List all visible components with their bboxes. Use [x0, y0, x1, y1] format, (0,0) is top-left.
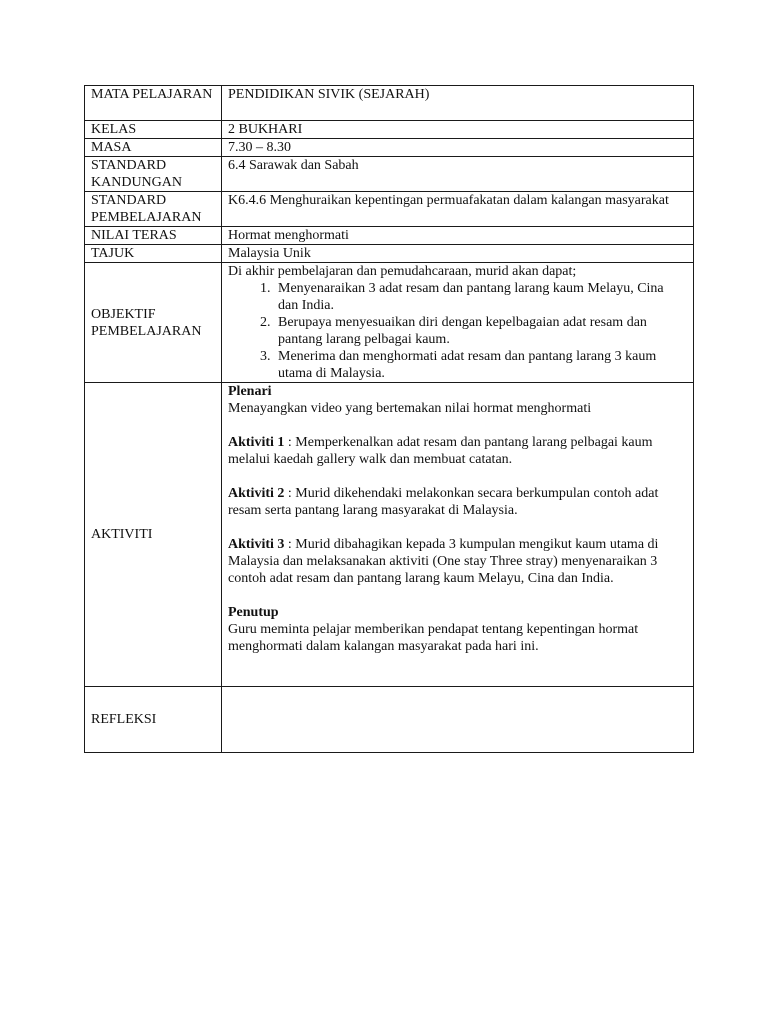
aktiviti-1-text: : Memperkenalkan adat resam dan pantang larang pelbagai kaum melalui kaedah gallery walk dan membuat catatan.: [228, 435, 653, 467]
aktiviti-2-title: Aktiviti 2: [228, 486, 285, 501]
objektif-list: [228, 280, 687, 382]
value-masa: 7.30 – 8.30: [222, 139, 694, 157]
label-kelas: KELAS: [85, 121, 222, 139]
penutup-title: Penutup: [228, 605, 279, 620]
value-refleksi: [222, 687, 694, 753]
value-kelas: 2 BUKHARI: [222, 121, 694, 139]
row-refleksi: [85, 687, 694, 753]
aktiviti-3-title: Aktiviti 3: [228, 537, 285, 552]
label-objektif: OBJEKTIF PEMBELAJARAN: [85, 263, 222, 383]
row-nilai-teras: [85, 227, 694, 245]
label-standard-kandungan: STANDARD KANDUNGAN: [85, 157, 222, 192]
plenari-title: Plenari: [228, 384, 272, 399]
row-aktiviti: [85, 383, 694, 687]
plenari-text: Menayangkan video yang bertemakan nilai hormat menghormati: [228, 401, 592, 416]
aktiviti-1-title: Aktiviti 1: [228, 435, 285, 450]
label-mata-pelajaran: MATA PELAJARAN: [85, 86, 222, 121]
value-aktiviti: [222, 383, 694, 687]
value-mata-pelajaran: PENDIDIKAN SIVIK (SEJARAH): [222, 86, 694, 121]
row-objektif: [85, 263, 694, 383]
value-objektif: [222, 263, 694, 383]
aktiviti-3: [228, 536, 687, 587]
aktiviti-2: [228, 485, 687, 519]
label-refleksi: REFLEKSI: [85, 687, 222, 753]
row-mata-pelajaran: [85, 86, 694, 121]
objektif-intro: Di akhir pembelajaran dan pemudahcaraan, murid akan dapat;: [228, 264, 577, 279]
label-nilai-teras: NILAI TERAS: [85, 227, 222, 245]
row-standard-kandungan: [85, 157, 694, 192]
value-tajuk: Malaysia Unik: [222, 245, 694, 263]
label-aktiviti: AKTIVITI: [85, 383, 222, 687]
aktiviti-3-text: : Murid dibahagikan kepada 3 kumpulan mengikut kaum utama di Malaysia dan melaksanakan aktiviti (One stay Three stray) menyenaraikan 3 contoh adat resam dan pantang larang kaum Melayu, Cina dan India.: [228, 537, 659, 586]
value-nilai-teras: Hormat menghormati: [222, 227, 694, 245]
label-masa: MASA: [85, 139, 222, 157]
objektif-item-3: 3. Menerima dan menghormati adat resam dan pantang larang 3 kaum utama di Malaysia.: [274, 348, 687, 382]
label-tajuk: TAJUK: [85, 245, 222, 263]
lesson-plan-table: [84, 85, 694, 753]
row-kelas: [85, 121, 694, 139]
value-standard-pembelajaran: K6.4.6 Menghuraikan kepentingan permuafakatan dalam kalangan masyarakat: [222, 192, 694, 227]
objektif-item-2: 2. Berupaya menyesuaikan diri dengan kepelbagaian adat resam dan pantang larang pelbagai kaum.: [274, 314, 687, 348]
row-standard-pembelajaran: [85, 192, 694, 227]
aktiviti-2-text: : Murid dikehendaki melakonkan secara berkumpulan contoh adat resam serta pantang larang masyarakat di Malaysia.: [228, 486, 659, 518]
penutup-text: Guru meminta pelajar memberikan pendapat tentang kepentingan hormat menghormati dalam kalangan masyarakat pada hari ini.: [228, 622, 639, 654]
aktiviti-1: [228, 434, 687, 468]
value-standard-kandungan: 6.4 Sarawak dan Sabah: [222, 157, 694, 192]
objektif-item-1: 1. Menyenaraikan 3 adat resam dan pantang larang kaum Melayu, Cina dan India.: [274, 280, 687, 314]
row-masa: [85, 139, 694, 157]
row-tajuk: [85, 245, 694, 263]
label-standard-pembelajaran: STANDARD PEMBELAJARAN: [85, 192, 222, 227]
